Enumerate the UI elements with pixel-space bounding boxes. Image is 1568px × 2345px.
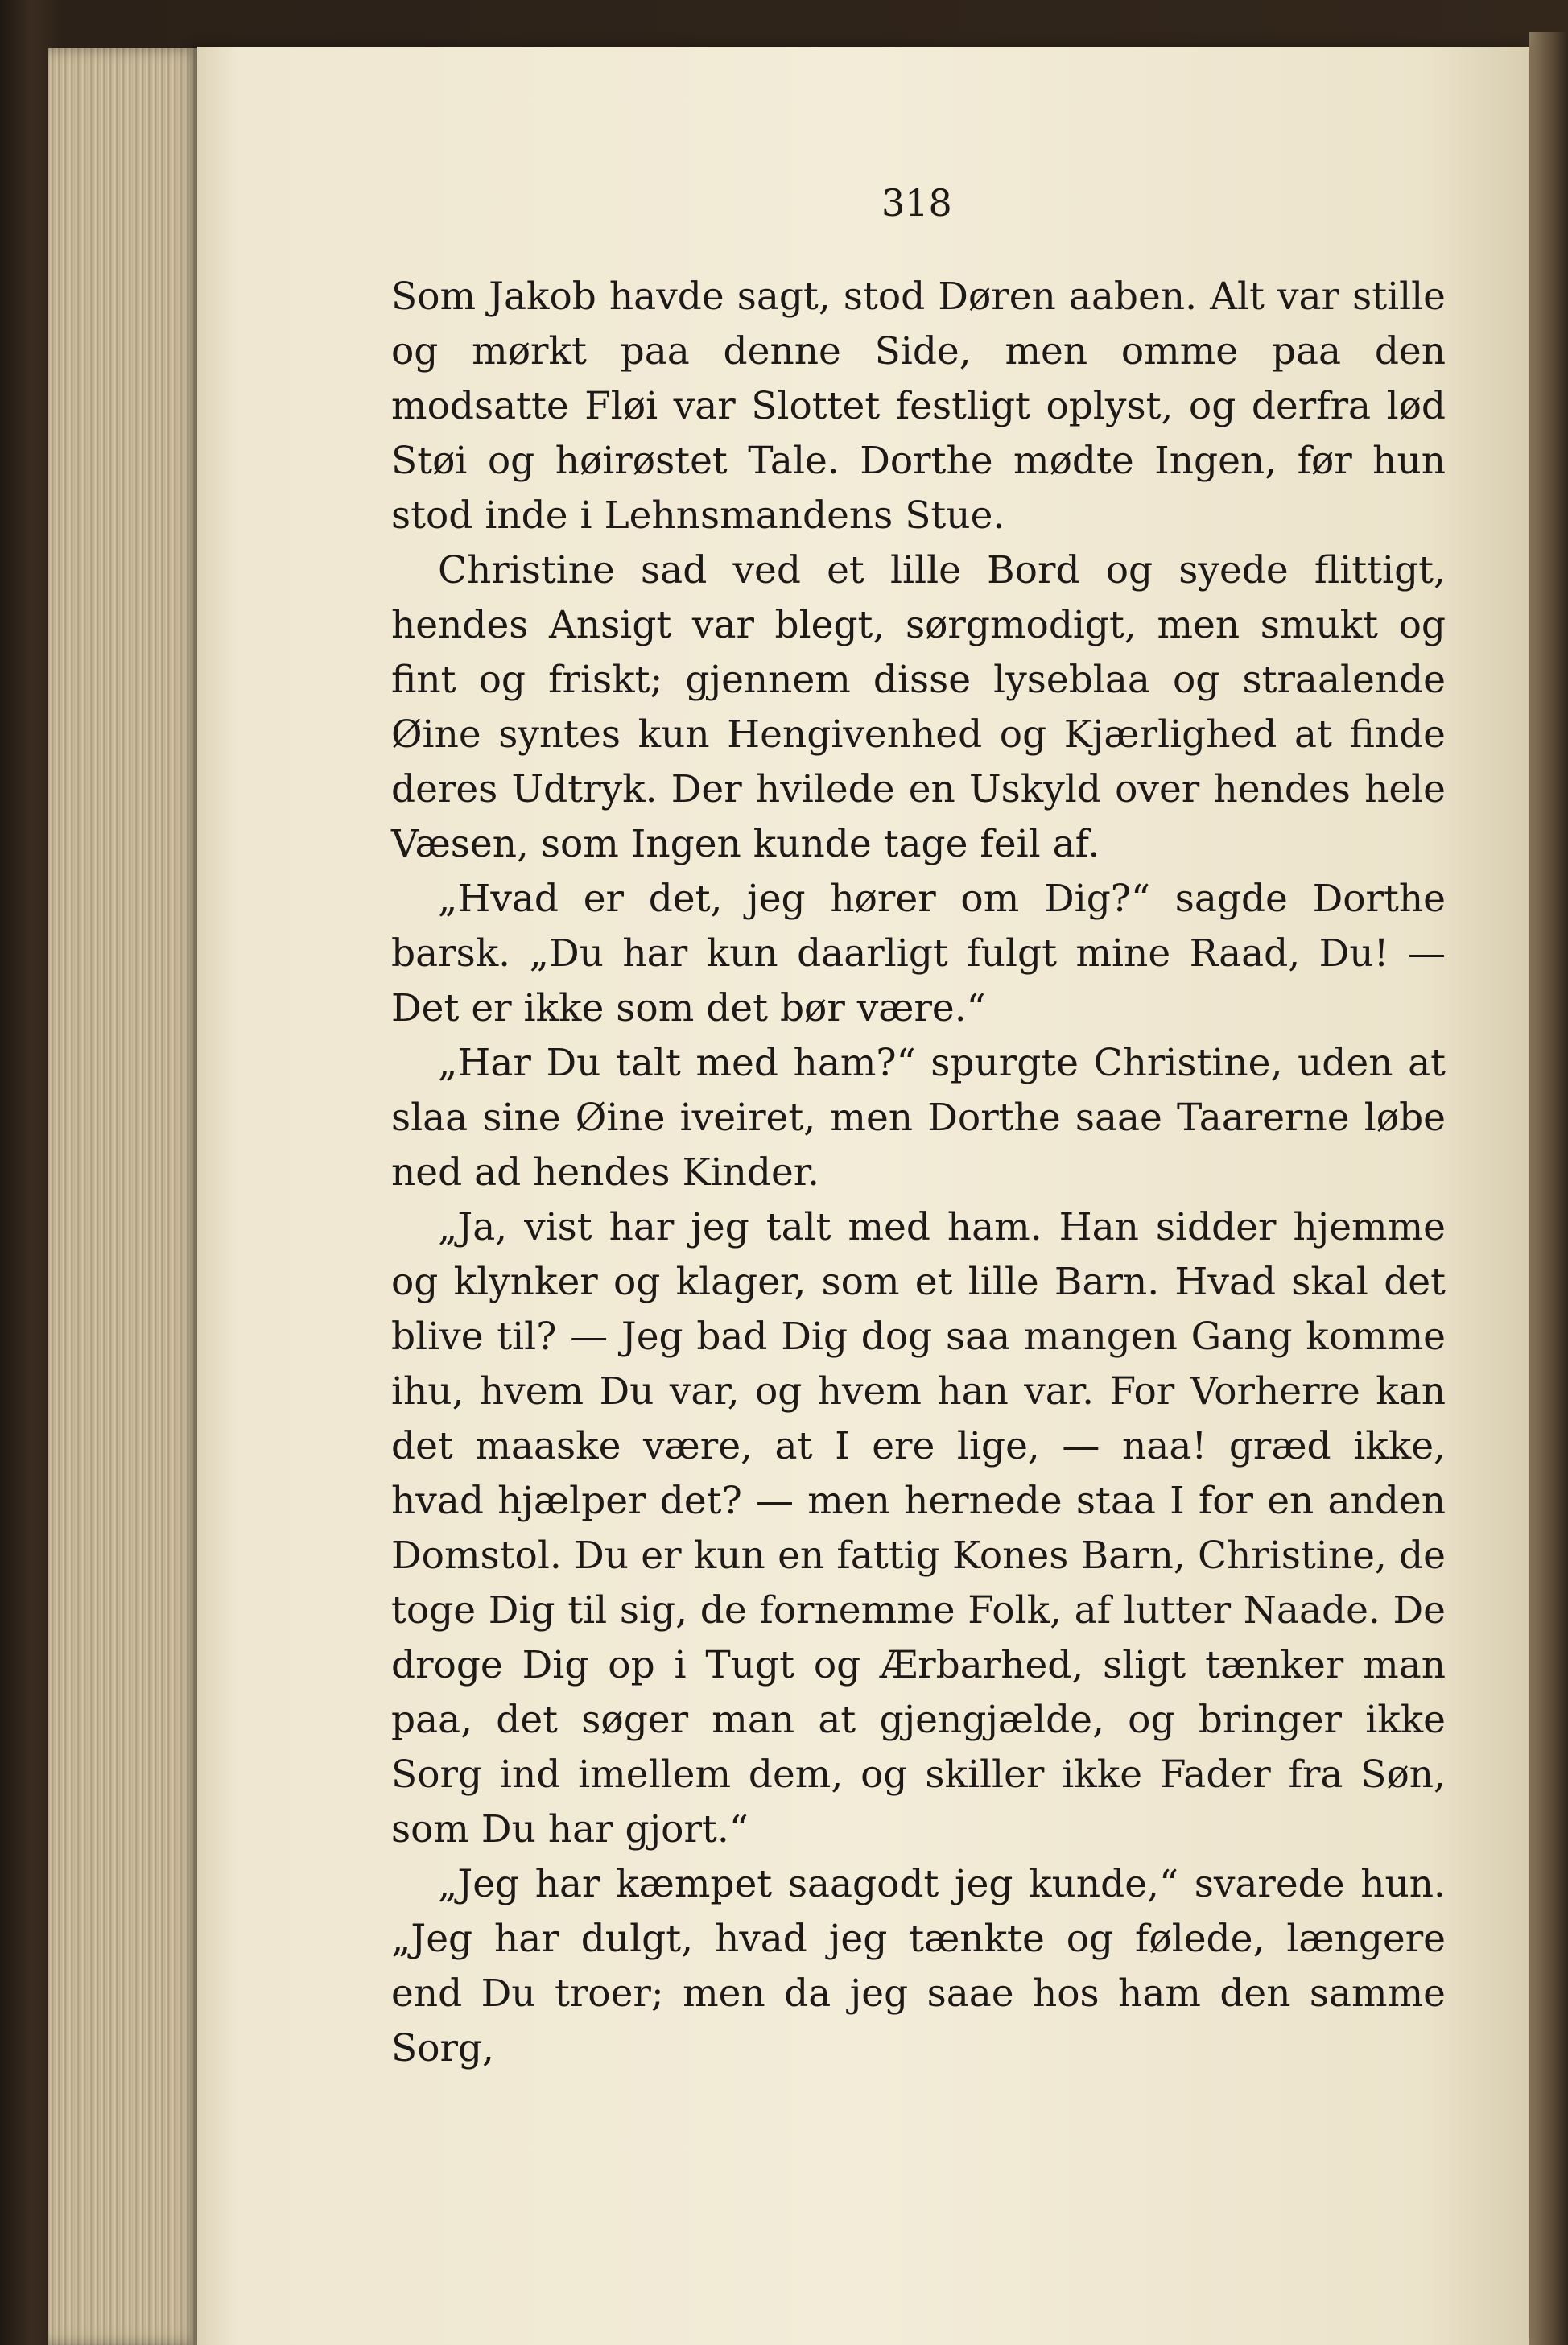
paragraph-6: „Jeg har kæmpet saagodt jeg kunde,“ svarede hun. „Jeg har dulgt, hvad jeg tænkte og følede, længere end Du troer; men da jeg saae hos ham den samme Sorg, — [391, 1862, 1446, 2070]
page-body — [391, 270, 1446, 2076]
paragraph-2: Christine sad ved et lille Bord og syede flittigt, hendes Ansigt var blegt, sørgmodigt, men smukt og fint og friskt; gjennem disse lyseblaa og straalende Øine syntes kun Hengivenhed og Kjærlighed at finde deres Udtryk. Der hvilede en Uskyld over hendes hele Væsen, som Ingen kunde tage feil af. — [391, 548, 1446, 866]
book-binding-shadow — [1529, 32, 1568, 2345]
page-number: 318 — [881, 181, 952, 225]
paragraph-1: Som Jakob havde sagt, stod Døren aaben. Alt var stille og mørkt paa denne Side, men omme paa den modsatte Fløi var Slottet festligt oplyst, og derfra lød Støi og høirøstet Tale. Dorthe mødte Ingen, før hun stod inde i Lehnsmandens Stue. — [391, 275, 1446, 538]
paragraph-3: „Hvad er det, jeg hører om Dig?“ sagde Dorthe barsk. „Du har kun daarligt fulgt mine Raad, Du! — Det er ikke som det bør være.“ — [391, 877, 1446, 1030]
paragraph-5: „Ja, vist har jeg talt med ham. Han sidder hjemme og klynker og klager, som et lille Barn. Hvad skal det blive til? — Jeg bad Dig dog saa mangen Gang komme ihu, hvem Du var, og hvem han var. For Vorherre kan det maaske være, at I ere lige, — naa! græd ikke, hvad hjælper det? — men hernede staa I for en anden Domstol. Du er kun en fattig Kones Barn, Christine, de toge Dig til sig, de fornemme Folk, af lutter Naade. De droge Dig op i Tugt og Ærbarhed, sligt tænker man paa, det søger man at gjengjælde, og bringer ikke Sorg ind imellem dem, og skiller ikke Fader fra Søn, som Du har gjort.“ — [391, 1205, 1446, 1852]
book-page-edges — [48, 48, 209, 2345]
paragraph-4: „Har Du talt med ham?“ spurgte Christine, uden at slaa sine Øine iveiret, men Dorthe saae Taarerne løbe ned ad hendes Kinder. — [391, 1041, 1446, 1195]
